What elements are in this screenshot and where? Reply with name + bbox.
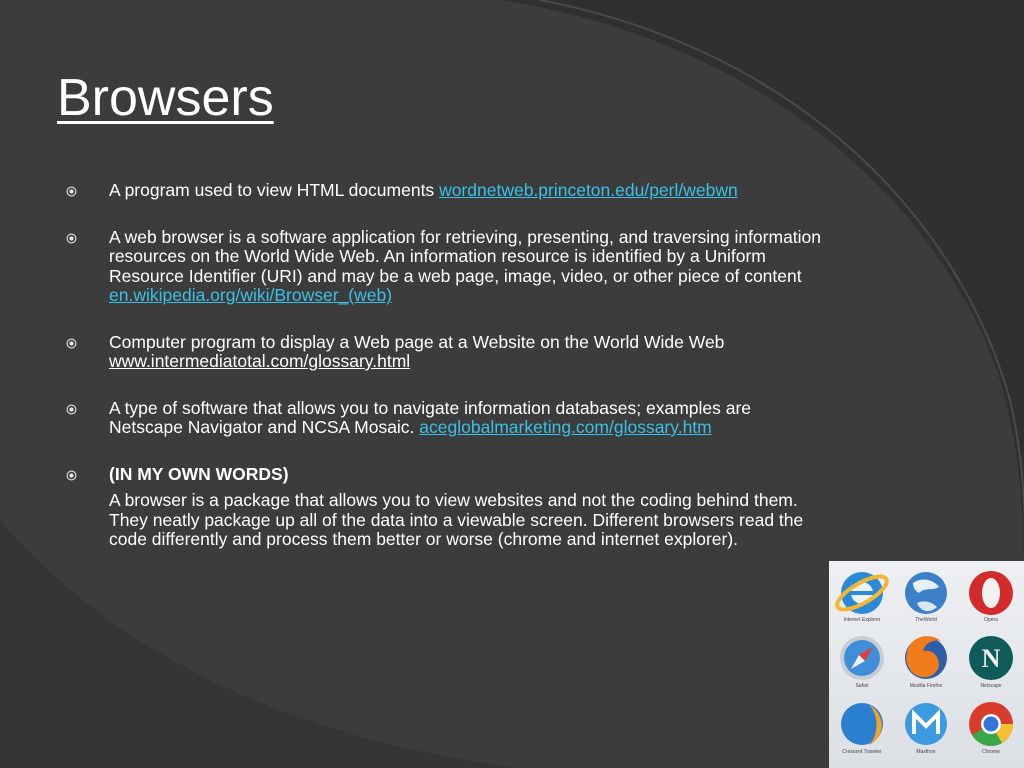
firefox-icon xyxy=(905,636,947,679)
chrome-icon xyxy=(969,702,1013,746)
browser-label: Chrome xyxy=(982,749,1000,755)
browser-logos-image xyxy=(829,561,1024,768)
opera-icon xyxy=(969,571,1013,615)
source-link[interactable]: en.wikipedia.org/wiki/Browser_(web) xyxy=(109,285,393,305)
circle-bullet-icon xyxy=(66,470,77,481)
bullet-item xyxy=(66,181,826,201)
circle-bullet-icon xyxy=(66,338,77,349)
internet-explorer-icon xyxy=(833,570,891,615)
source-link[interactable]: wordnetweb.princeton.edu/perl/webwn xyxy=(439,180,738,200)
theworld-icon xyxy=(905,572,947,614)
bullet-item xyxy=(66,399,826,438)
browser-label: Opera xyxy=(984,617,998,623)
browser-label: Mozilla Firefox xyxy=(909,683,943,689)
browser-label: Internet Explorer xyxy=(843,617,881,623)
bullet-text: Computer program to display a Web page at a Website on the World Wide Web xyxy=(109,331,725,352)
crescent-icon xyxy=(841,703,883,745)
browser-label: Netscape xyxy=(980,683,1002,689)
bullet-list xyxy=(66,181,826,577)
browser-label: Maxthon xyxy=(916,749,936,755)
bullet-text: A web browser is a software application for retrieving, presenting, and traversing information resources on the World Wide Web. An information resource is identified by a Uniform Resource Identifier (URI) and may be a web page, image, video, or other piece of content xyxy=(109,226,822,286)
bullet-heading: (IN MY OWN WORDS) xyxy=(109,463,289,484)
svg-text:N: N xyxy=(981,644,1001,673)
circle-bullet-icon xyxy=(66,186,77,197)
bullet-text: A program used to view HTML documents xyxy=(109,180,440,200)
circle-bullet-icon xyxy=(66,404,77,415)
browser-label: TheWorld xyxy=(915,617,937,623)
source-link[interactable]: aceglobalmarketing.com/glossary.htm xyxy=(419,417,712,437)
maxthon-icon xyxy=(905,703,947,745)
browser-label: Crescent Traveler xyxy=(842,749,882,755)
circle-bullet-icon xyxy=(66,233,77,244)
bullet-item xyxy=(66,465,826,550)
bullet-text: A type of software that allows you to navigate information databases; examples are Netscape Navigator and NCSA Mosaic. xyxy=(109,397,752,437)
source-link[interactable]: www.intermediatotal.com/glossary.html xyxy=(109,351,411,371)
browser-label: Safari xyxy=(855,683,869,689)
safari-icon xyxy=(840,636,884,680)
netscape-icon xyxy=(969,636,1013,680)
bullet-paragraph: A browser is a package that allows you to view websites and not the coding behind them. They neatly package up all of the data into a viewable screen. Different browsers read the code differently and process them better or worse (chrome and internet explorer). xyxy=(109,490,804,549)
slide-title: Browsers xyxy=(57,69,274,127)
bullet-item xyxy=(66,228,826,306)
bullet-item xyxy=(66,333,826,372)
